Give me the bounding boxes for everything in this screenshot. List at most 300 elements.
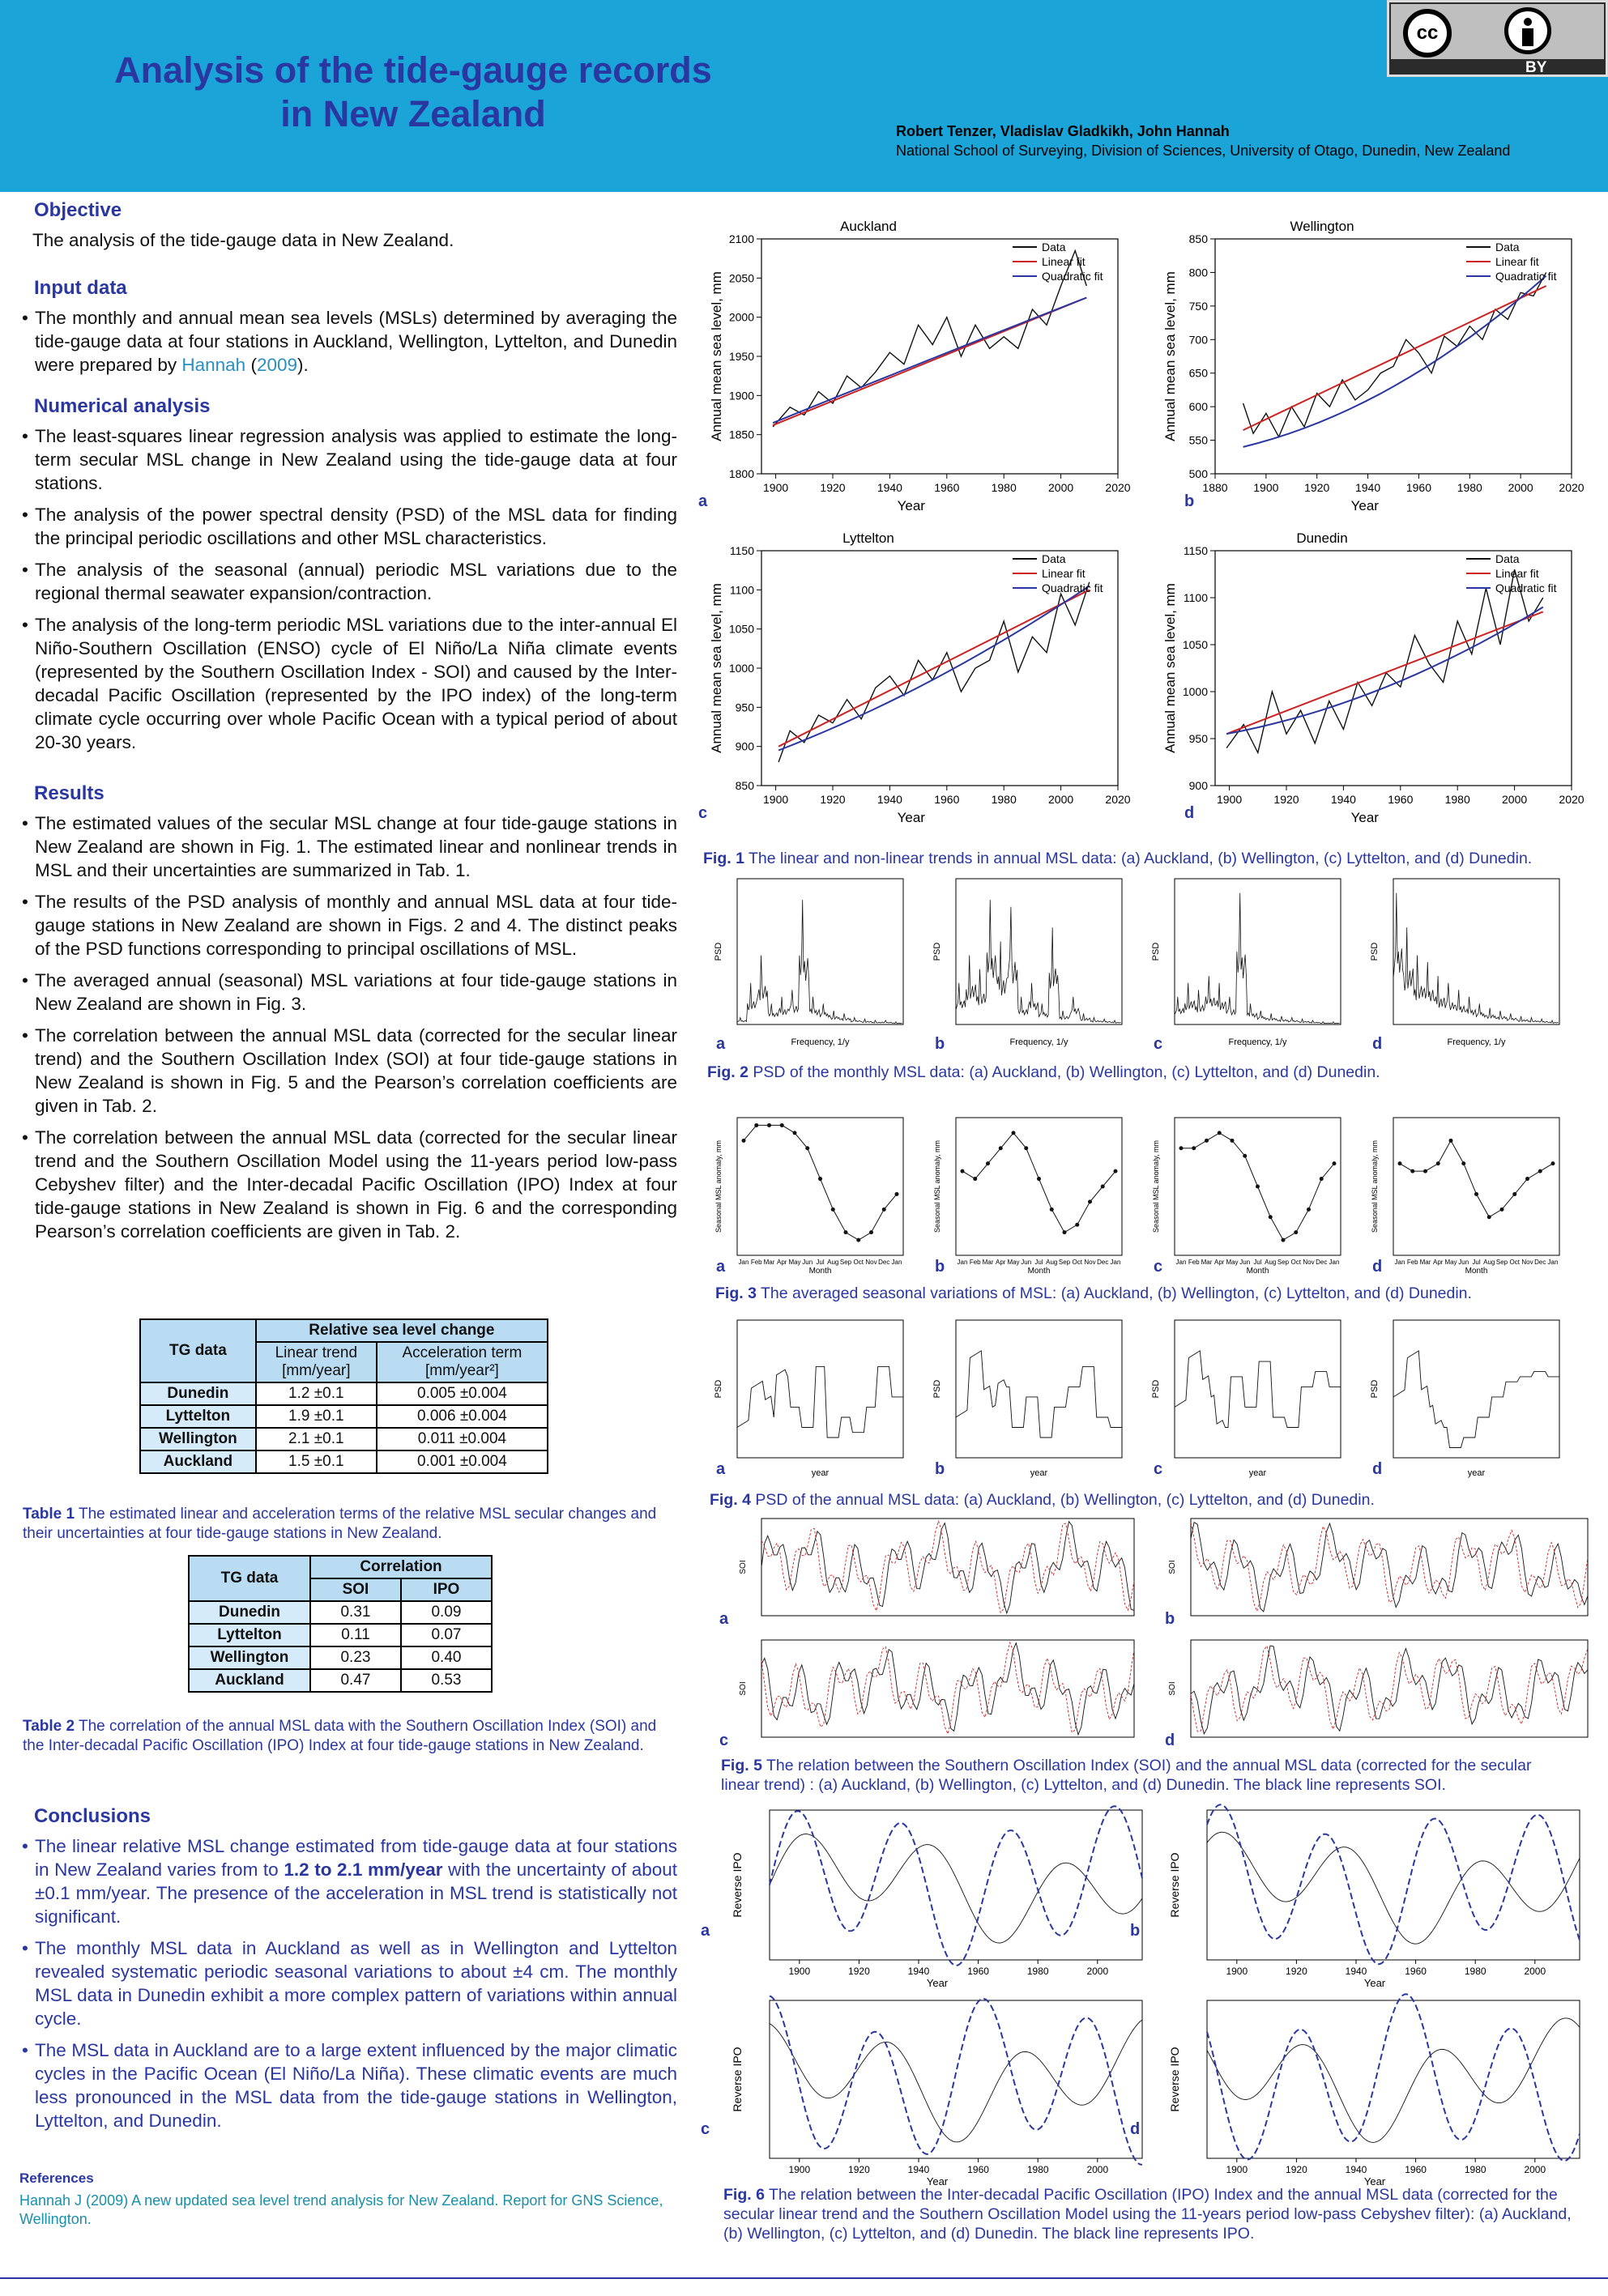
x-axis-label: year bbox=[1248, 1468, 1267, 1478]
seasonal-point bbox=[1423, 1169, 1427, 1174]
person-icon bbox=[1504, 7, 1551, 54]
x-tick-label: 1980 bbox=[991, 481, 1017, 494]
mini-panel bbox=[1165, 1640, 1588, 1749]
x-tick-label: 2020 bbox=[1105, 793, 1131, 806]
references-heading: References bbox=[19, 2170, 94, 2186]
psd-line bbox=[956, 900, 1121, 1023]
psd-line bbox=[956, 1351, 1122, 1438]
y-tick-label: 1900 bbox=[728, 389, 754, 403]
panel-label: d bbox=[1372, 1258, 1383, 1276]
y-tick-label: 800 bbox=[1188, 266, 1208, 279]
y-axis-label: SOI bbox=[1168, 1560, 1177, 1574]
x-axis-label: Month bbox=[1246, 1267, 1269, 1276]
seasonal-line bbox=[962, 1133, 1115, 1233]
x-tick-label: 1900 bbox=[1226, 1966, 1248, 1977]
month-label: Nov bbox=[865, 1259, 877, 1266]
plot-frame bbox=[1393, 1320, 1559, 1458]
table-row bbox=[140, 1405, 548, 1428]
series-line-0 bbox=[778, 582, 1090, 762]
t1-station: Auckland bbox=[140, 1450, 256, 1473]
results-bullet: • The averaged annual (seasonal) MSL variations at four tide-gauge stations in New Zealand are shown in Fig. 3. bbox=[23, 969, 677, 1016]
x-tick-label: 1960 bbox=[1405, 2164, 1427, 2175]
y-axis-label: PSD bbox=[1370, 1379, 1380, 1399]
y-tick-label: 1850 bbox=[728, 428, 754, 441]
y-tick-label: 500 bbox=[1188, 467, 1208, 480]
year-link[interactable]: 2009 bbox=[256, 355, 297, 375]
y-tick-label: 1950 bbox=[728, 350, 754, 363]
x-tick-label: 1900 bbox=[1253, 481, 1279, 494]
seasonal-point bbox=[999, 1146, 1003, 1150]
seasonal-point bbox=[1294, 1230, 1298, 1234]
seasonal-point bbox=[1512, 1192, 1516, 1196]
figure-4 bbox=[705, 1312, 1596, 1478]
y-tick-label: 700 bbox=[1188, 333, 1208, 347]
x-tick-label: 1920 bbox=[848, 2164, 870, 2175]
y-axis-label: Seasonal MSL anomaly, mm bbox=[1371, 1139, 1379, 1233]
fig5-text: The relation between the Southern Oscillation Index (SOI) and the annual MSL data (corrected for the secular linear trend) : (a) Auckland, (b) Wellington, (c) Lyttelton, and (d) Dunedin. The black line represents SOI. bbox=[721, 1757, 1532, 1794]
x-tick-label: 1900 bbox=[763, 793, 789, 806]
t2-col0: TG data bbox=[189, 1556, 310, 1601]
panel-label: a bbox=[701, 1922, 710, 1940]
mini-panel bbox=[932, 1320, 1122, 1478]
psd-line bbox=[1175, 893, 1340, 1024]
x-tick-label: 1980 bbox=[1457, 481, 1482, 494]
seasonal-point bbox=[767, 1123, 771, 1127]
month-label: Jan bbox=[1329, 1259, 1340, 1266]
input-bullet bbox=[23, 306, 677, 377]
seasonal-point bbox=[1050, 1208, 1054, 1212]
chart-panel bbox=[1162, 219, 1585, 513]
seasonal-point bbox=[1012, 1131, 1016, 1135]
soi-series-0 bbox=[761, 1522, 1134, 1613]
mini-panel bbox=[701, 1806, 1142, 1989]
footer-line bbox=[0, 2277, 1608, 2279]
x-tick-label: 2000 bbox=[1524, 1966, 1546, 1977]
t1-group: Relative sea level change bbox=[256, 1319, 548, 1342]
month-label: Apr bbox=[996, 1259, 1006, 1266]
fig5-caption bbox=[721, 1756, 1572, 1795]
psd-line bbox=[737, 1366, 903, 1438]
x-axis-label: Frequency, 1/y bbox=[1228, 1037, 1287, 1047]
month-label: Jul bbox=[1253, 1259, 1262, 1266]
y-axis-label: PSD bbox=[932, 942, 942, 961]
y-axis-label: Annual mean sea level, mm bbox=[1162, 583, 1178, 753]
chart-title: Wellington bbox=[1290, 219, 1354, 234]
legend-entry: Quadratic fit bbox=[1495, 581, 1557, 594]
seasonal-point bbox=[1269, 1215, 1273, 1219]
mini-panel bbox=[1151, 1320, 1341, 1478]
y-tick-label: 1150 bbox=[729, 544, 754, 557]
month-label: Jan bbox=[1110, 1259, 1121, 1266]
month-label: Apr bbox=[1433, 1259, 1444, 1266]
x-axis-label: Month bbox=[1465, 1267, 1488, 1276]
x-tick-label: 1960 bbox=[934, 481, 960, 494]
t2-station: Auckland bbox=[189, 1669, 310, 1692]
seasonal-point bbox=[844, 1230, 848, 1234]
plot-frame bbox=[1393, 879, 1559, 1024]
series-line-1 bbox=[778, 590, 1090, 746]
input-heading: Input data bbox=[34, 277, 127, 299]
ipo-series-0 bbox=[770, 1834, 1142, 1944]
t2-soi: 0.47 bbox=[310, 1669, 401, 1692]
series-line-0 bbox=[1243, 272, 1546, 437]
seasonal-point bbox=[1114, 1169, 1118, 1174]
conclusions-heading: Conclusions bbox=[34, 1805, 151, 1827]
t1-linear: 1.5 ±0.1 bbox=[256, 1450, 377, 1473]
month-label: Apr bbox=[1214, 1259, 1225, 1266]
mini-panel bbox=[1130, 1994, 1580, 2187]
x-tick-label: 1980 bbox=[991, 793, 1017, 806]
seasonal-point bbox=[1101, 1185, 1105, 1189]
fig4-text: PSD of the annual MSL data: (a) Auckland, (b) Wellington, (c) Lyttelton, and (d) Dunedin. bbox=[750, 1491, 1375, 1509]
table-row bbox=[140, 1428, 548, 1450]
conclusion-bullet: • The monthly MSL data in Auckland as well as in Wellington and Lyttelton revealed systematic periodic seasonal variations to about ±4 cm. The monthly MSL data in Dunedin exhibit a more complex pattern of variations within annual cycle. bbox=[23, 1936, 677, 2030]
y-tick-label: 2100 bbox=[728, 232, 754, 245]
panel-label: d bbox=[1372, 1460, 1383, 1478]
seasonal-point bbox=[986, 1161, 990, 1165]
panel-label: a bbox=[716, 1460, 726, 1478]
results-bullet: • The correlation between the annual MSL data (corrected for the secular linear trend) and the Southern Oscillation Index (SOI) at four tide-gauge stations in New Zealand is shown in Fig. 5 and the Pearson’s correlation coefficients are given in Tab. 2. bbox=[23, 1024, 677, 1118]
t2-soi: 0.11 bbox=[310, 1624, 401, 1646]
mini-panel bbox=[1151, 879, 1341, 1053]
y-axis-label: Reverse IPO bbox=[1168, 2047, 1181, 2112]
y-tick-label: 1000 bbox=[728, 662, 754, 675]
t1-linear: 1.2 ±0.1 bbox=[256, 1382, 377, 1405]
t1-accel: 0.005 ±0.004 bbox=[377, 1382, 548, 1405]
ipo-series-1 bbox=[770, 1806, 1142, 1966]
panel-label: b bbox=[1165, 1610, 1175, 1628]
t2-ipo: 0.53 bbox=[401, 1669, 492, 1692]
legend-entry: Data bbox=[1495, 241, 1520, 253]
panel-label: c bbox=[1154, 1460, 1163, 1478]
t1-col1a: Linear trend bbox=[275, 1344, 358, 1361]
x-tick-label: 1980 bbox=[1464, 1966, 1486, 1977]
x-axis-label: year bbox=[811, 1468, 830, 1478]
x-tick-label: 2020 bbox=[1559, 481, 1585, 494]
x-tick-label: 1940 bbox=[1354, 481, 1381, 494]
fig1-label: Fig. 1 bbox=[703, 850, 744, 867]
conclusion-bullet: • The MSL data in Auckland are to a large extent influenced by the major climatic cycles in the Pacific Ocean (El Niño/La Niña). These climatic events are much less pronounced in the MSL data from the tide-gauge stations in Wellington, Lyttelton, and Dunedin. bbox=[23, 2038, 677, 2132]
hannah-link[interactable]: Hannah bbox=[181, 355, 246, 375]
mini-panel bbox=[932, 879, 1122, 1053]
results-heading: Results bbox=[34, 782, 104, 804]
t1-linear: 2.1 ±0.1 bbox=[256, 1428, 377, 1450]
t2-ipo: 0.40 bbox=[401, 1646, 492, 1669]
x-tick-label: 2020 bbox=[1559, 793, 1585, 806]
y-tick-label: 1100 bbox=[1183, 591, 1208, 604]
mini-panel bbox=[1152, 1118, 1341, 1276]
seasonal-point bbox=[856, 1238, 860, 1242]
fig2-caption bbox=[707, 1063, 1598, 1082]
t1-col1b: [mm/year] bbox=[282, 1362, 351, 1379]
y-axis-label: PSD bbox=[1151, 942, 1161, 961]
mini-panel bbox=[1165, 1519, 1588, 1628]
y-tick-label: 750 bbox=[1188, 299, 1208, 313]
fig3-text: The averaged seasonal variations of MSL: (a) Auckland, (b) Wellington, (c) Lyttelton, and (d) Dunedin. bbox=[756, 1284, 1472, 1302]
x-tick-label: 1920 bbox=[1286, 2164, 1307, 2175]
month-label: Aug bbox=[1265, 1259, 1277, 1266]
poster-title bbox=[49, 49, 778, 136]
input-text: The monthly and annual mean sea levels (MSLs) determined by averaging the tide-gauge data at four stations in Auckland, Wellington, Lyttelton, and Dunedin were prepared by bbox=[35, 308, 677, 375]
cc-license-badge[interactable] bbox=[1387, 0, 1608, 77]
chart-title: Dunedin bbox=[1296, 530, 1348, 546]
x-tick-label: 1960 bbox=[967, 1966, 989, 1977]
month-label: Mar bbox=[982, 1259, 994, 1266]
month-label: Feb bbox=[969, 1259, 981, 1266]
month-label: Mar bbox=[1201, 1259, 1213, 1266]
results-bullet: • The estimated values of the secular MSL change at four tide-gauge stations in New Zealand are shown in Fig. 1. The estimated linear and nonlinear trends in MSL and their uncertainties are summarized in Tab. 1. bbox=[23, 811, 677, 882]
mini-panel bbox=[933, 1118, 1122, 1276]
x-axis-label: Year bbox=[897, 810, 925, 825]
x-tick-label: 1920 bbox=[1304, 481, 1330, 494]
seasonal-point bbox=[1307, 1208, 1311, 1212]
x-tick-label: 2000 bbox=[1524, 2164, 1546, 2175]
seasonal-point bbox=[1063, 1230, 1067, 1234]
x-tick-label: 1980 bbox=[1026, 2164, 1049, 2175]
y-axis-label: Reverse IPO bbox=[1168, 1852, 1181, 1918]
seasonal-point bbox=[1192, 1146, 1196, 1150]
x-tick-label: 1920 bbox=[1286, 1966, 1307, 1977]
month-label: Feb bbox=[750, 1259, 762, 1266]
mini-panel bbox=[1370, 879, 1559, 1053]
soi-series-0 bbox=[761, 1643, 1134, 1735]
panel-label: c bbox=[719, 1732, 729, 1749]
table-row bbox=[140, 1450, 548, 1473]
x-axis-label: Year bbox=[1350, 498, 1379, 513]
panel-label: d bbox=[1184, 804, 1195, 822]
x-axis-label: Year bbox=[926, 1977, 949, 1989]
seasonal-point bbox=[1449, 1139, 1453, 1143]
seasonal-line bbox=[1400, 1140, 1553, 1217]
month-label: May bbox=[1444, 1259, 1457, 1266]
mini-panel bbox=[714, 1118, 903, 1276]
y-tick-label: 1000 bbox=[1182, 685, 1208, 698]
legend-entry: Linear fit bbox=[1495, 255, 1539, 268]
mini-panel bbox=[1370, 1320, 1559, 1478]
y-axis-label: Seasonal MSL anomaly, mm bbox=[933, 1139, 941, 1233]
t1-accel: 0.006 ±0.004 bbox=[377, 1405, 548, 1428]
t2-station: Wellington bbox=[189, 1646, 310, 1669]
seasonal-point bbox=[1551, 1161, 1555, 1165]
month-label: Dec bbox=[1316, 1259, 1328, 1266]
month-label: Oct bbox=[1072, 1259, 1082, 1266]
t2-ipo: 0.07 bbox=[401, 1624, 492, 1646]
x-tick-label: 1920 bbox=[820, 481, 846, 494]
panel-label: d bbox=[1372, 1035, 1383, 1053]
x-tick-label: 1900 bbox=[1217, 793, 1243, 806]
seasonal-point bbox=[1024, 1146, 1028, 1150]
x-tick-label: 2000 bbox=[1048, 793, 1074, 806]
x-tick-label: 1940 bbox=[1345, 1966, 1367, 1977]
seasonal-point bbox=[973, 1177, 977, 1181]
psd-line bbox=[737, 900, 902, 1024]
t1-col2a: Acceleration term bbox=[402, 1344, 522, 1361]
affiliation: National School of Surveying, Division of Sciences, University of Otago, Dunedin, New Zealand bbox=[896, 143, 1511, 159]
results-bullet: • The correlation between the annual MSL data (corrected for the secular linear trend and the Southern Oscillation Model using the 11-years period low-pass Cebyshev filter) and the Inter-decadal Pacific Oscillation (IPO) Index at four tide-gauge stations in New Zealand is shown in Fig. 6 and the corresponding Pearson’s correlation coefficients are given in Tab. 2. bbox=[23, 1126, 677, 1243]
month-label: Jul bbox=[816, 1259, 825, 1266]
left-column bbox=[23, 198, 677, 1251]
plot-frame bbox=[737, 1118, 903, 1255]
y-tick-label: 2050 bbox=[728, 271, 754, 285]
mini-panel bbox=[719, 1640, 1134, 1749]
t1-col2 bbox=[377, 1342, 548, 1382]
seasonal-point bbox=[805, 1146, 809, 1150]
month-label: Aug bbox=[1483, 1259, 1495, 1266]
y-axis-label: PSD bbox=[714, 942, 723, 961]
table-row bbox=[140, 1382, 548, 1405]
x-tick-label: 1940 bbox=[877, 793, 902, 806]
c1-post: with the uncertainty of about ±0.1 mm/year. The presence of the acceleration in MSL trend is statistically not significant. bbox=[35, 1859, 678, 1927]
table-row bbox=[189, 1669, 492, 1692]
month-label: May bbox=[1226, 1259, 1239, 1266]
y-axis-label: SOI bbox=[1168, 1681, 1177, 1696]
panel-label: c bbox=[701, 2120, 710, 2138]
month-label: Oct bbox=[1509, 1259, 1520, 1266]
plot-frame bbox=[770, 2000, 1142, 2158]
ipo-series-0 bbox=[1207, 1832, 1580, 1944]
month-label: Nov bbox=[1303, 1259, 1315, 1266]
x-axis-label: year bbox=[1030, 1468, 1048, 1478]
ipo-series-0 bbox=[770, 2020, 1142, 2142]
plot-frame bbox=[761, 1519, 1134, 1616]
t1-linear: 1.9 ±0.1 bbox=[256, 1405, 377, 1428]
seasonal-point bbox=[742, 1139, 746, 1143]
conclusions-block bbox=[23, 1804, 677, 2141]
numerical-bullet: • The least-squares linear regression analysis was applied to estimate the long-term secular MSL change in New Zealand using the tide-gauge data at four stations. bbox=[23, 424, 677, 495]
ipo-series-1 bbox=[1207, 1804, 1580, 1964]
x-tick-label: 1940 bbox=[907, 1966, 930, 1977]
t1-station: Wellington bbox=[140, 1428, 256, 1450]
t1-station: Dunedin bbox=[140, 1382, 256, 1405]
month-label: Dec bbox=[1097, 1259, 1109, 1266]
title-line-2: in New Zealand bbox=[280, 93, 546, 134]
x-axis-label: year bbox=[1467, 1468, 1486, 1478]
authors: Robert Tenzer, Vladislav Gladkikh, John Hannah bbox=[896, 123, 1230, 139]
seasonal-point bbox=[1538, 1169, 1542, 1174]
panel-label: b bbox=[935, 1035, 945, 1053]
y-tick-label: 850 bbox=[1188, 232, 1208, 245]
t2-caption-text: The correlation of the annual MSL data with the Southern Oscillation Index (SOI) and the Inter-decadal Pacific Oscillation (IPO) Index at four tide-gauge stations in New Zealand. bbox=[23, 1718, 657, 1754]
panel-label: a bbox=[719, 1610, 729, 1628]
y-axis-label: PSD bbox=[1370, 942, 1380, 961]
fig6-text: The relation between the Inter-decadal Pacific Oscillation (IPO) Index and the annual MSL data (corrected for the secular linear trend and the Southern Oscillation Model using the 11-years period low-pass Cebyshev filter): (a) Auckland, (b) Wellington, (c) Lyttelton, and (d) Dunedin. The black line represents IPO. bbox=[723, 2186, 1572, 2243]
y-axis-label: Seasonal MSL anomaly, mm bbox=[1152, 1139, 1160, 1233]
y-tick-label: 650 bbox=[1188, 366, 1208, 380]
y-axis-label: SOI bbox=[739, 1560, 748, 1574]
table-2-caption bbox=[23, 1717, 679, 1756]
t2-soi: 0.31 bbox=[310, 1601, 401, 1624]
fig3-label: Fig. 3 bbox=[715, 1284, 757, 1302]
y-tick-label: 1100 bbox=[729, 583, 754, 597]
objective-heading: Objective bbox=[34, 199, 122, 221]
chart-title: Auckland bbox=[840, 219, 897, 234]
fig1-caption bbox=[703, 849, 1602, 868]
month-label: Feb bbox=[1188, 1259, 1200, 1266]
month-label: Jun bbox=[1458, 1259, 1469, 1266]
panel-label: c bbox=[1154, 1035, 1163, 1053]
t2-col2: IPO bbox=[401, 1578, 492, 1601]
x-axis-label: Year bbox=[897, 498, 925, 513]
legend-entry: Quadratic fit bbox=[1042, 581, 1103, 594]
month-label: Nov bbox=[1521, 1259, 1533, 1266]
seasonal-point bbox=[1474, 1192, 1478, 1196]
panel-label: b bbox=[1184, 492, 1195, 510]
c1-pre: The linear relative MSL change estimated from tide-gauge data at four stations in New Zealand varies from to bbox=[35, 1836, 677, 1880]
plot-frame bbox=[956, 1118, 1122, 1255]
series-line-0 bbox=[1226, 569, 1543, 752]
chart-title: Lyttelton bbox=[842, 530, 894, 546]
table-row bbox=[189, 1601, 492, 1624]
input-list bbox=[23, 306, 677, 377]
month-label: Dec bbox=[1534, 1259, 1546, 1266]
panel-label: b bbox=[935, 1460, 945, 1478]
panel-label: b bbox=[935, 1258, 945, 1276]
cc-icon: cc bbox=[1403, 9, 1452, 58]
soi-series-1 bbox=[761, 1642, 1134, 1734]
x-tick-label: 2000 bbox=[1508, 481, 1533, 494]
month-label: Jan bbox=[1547, 1259, 1559, 1266]
psd-line bbox=[1393, 893, 1559, 1024]
legend-entry: Quadratic fit bbox=[1495, 270, 1557, 283]
t2-soi: 0.23 bbox=[310, 1646, 401, 1669]
seasonal-point bbox=[1500, 1208, 1504, 1212]
y-axis-label: Reverse IPO bbox=[731, 2047, 744, 2112]
soi-series-1 bbox=[761, 1521, 1134, 1612]
x-tick-label: 1920 bbox=[848, 1966, 870, 1977]
month-label: Sep bbox=[839, 1259, 852, 1266]
table-row bbox=[189, 1624, 492, 1646]
x-tick-label: 2000 bbox=[1048, 481, 1074, 494]
x-tick-label: 1960 bbox=[1388, 793, 1414, 806]
month-label: Oct bbox=[1290, 1259, 1301, 1266]
series-line-1 bbox=[1243, 286, 1546, 430]
legend-entry: Data bbox=[1495, 552, 1520, 565]
table-1-caption bbox=[23, 1505, 679, 1544]
fig4-caption bbox=[710, 1490, 1593, 1510]
x-axis-label: Year bbox=[1363, 2175, 1386, 2187]
references-text: Hannah J (2009) A new updated sea level trend analysis for New Zealand. Report for GNS Science, Wellington. bbox=[19, 2192, 663, 2227]
legend-entry: Quadratic fit bbox=[1042, 270, 1103, 283]
y-tick-label: 900 bbox=[735, 739, 754, 753]
x-tick-label: 2000 bbox=[1086, 1966, 1109, 1977]
figure-1 bbox=[697, 194, 1604, 842]
plot-frame bbox=[1191, 1640, 1588, 1737]
plot-frame bbox=[761, 1640, 1134, 1737]
month-label: Oct bbox=[853, 1259, 864, 1266]
y-axis-label: Annual mean sea level, mm bbox=[1162, 271, 1178, 441]
plot-frame bbox=[1393, 1118, 1559, 1255]
month-label: Jan bbox=[1394, 1259, 1405, 1266]
mini-panel bbox=[1130, 1804, 1580, 1989]
seasonal-point bbox=[869, 1230, 873, 1234]
series-line-2 bbox=[1243, 276, 1546, 447]
x-tick-label: 1980 bbox=[1026, 1966, 1049, 1977]
seasonal-point bbox=[1231, 1139, 1235, 1143]
seasonal-point bbox=[1205, 1139, 1209, 1143]
x-tick-label: 1960 bbox=[1405, 1966, 1427, 1977]
legend-entry: Linear fit bbox=[1495, 567, 1539, 580]
seasonal-point bbox=[754, 1123, 758, 1127]
x-axis-label: Month bbox=[808, 1267, 832, 1276]
fig5-label: Fig. 5 bbox=[721, 1757, 762, 1774]
panel-label: a bbox=[716, 1035, 726, 1053]
mini-panel bbox=[701, 1996, 1142, 2187]
month-label: Aug bbox=[827, 1259, 839, 1266]
x-axis-label: Year bbox=[926, 2175, 949, 2187]
conclusion-bullet bbox=[23, 1834, 677, 1928]
y-tick-label: 550 bbox=[1188, 433, 1208, 447]
y-tick-label: 1050 bbox=[1182, 638, 1208, 651]
